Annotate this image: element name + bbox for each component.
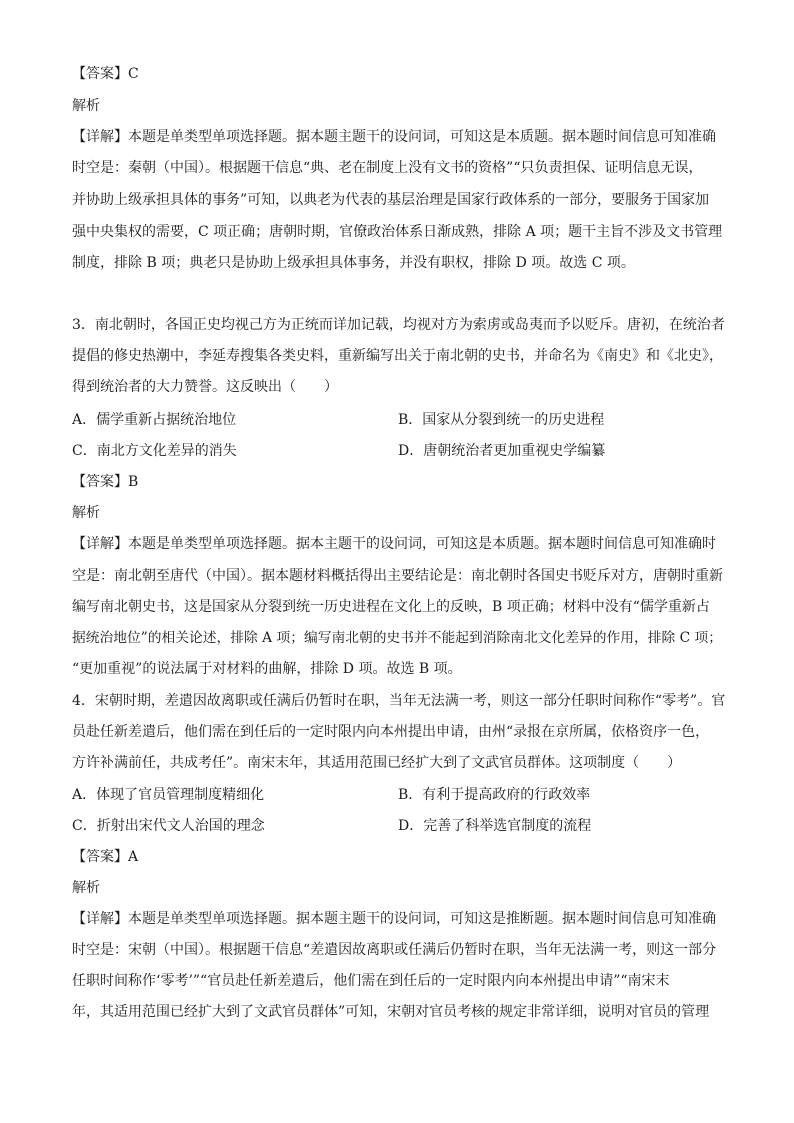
option-d: D．完善了科举选官制度的流程 [398,818,592,834]
option-a: A．儒学重新占据统治地位 [72,412,237,428]
question-stem-line: 提倡的修史热潮中，李延寿搜集各类史料，重新编写出关于南北朝的史书，并命名为《南史》和《北史》， [72,348,723,364]
question-stem-line: 员赴任新差遣后，他们需在到任后的一定时限内向本州提出申请，由州“录报在京所属，依格资序一色， [72,724,710,740]
detail-line: 【详解】本题是单类型单项选择题。据本题主题干的设问词，可知这是推断题。据本题时间信息可知准确 [72,911,716,927]
question-stem-line: 3．南北朝时，各国正史均视己方为正统而详加记载，均视对方为索虏或岛夷而予以贬斥。唐初，在统治者 [72,317,725,333]
detail-line: 时空是：宋朝（中国）。根据题干信息“差遣因故离职或任满后仍暂时在职，当年无法满一考，则这一部分 [72,942,717,958]
option-b: B．有利于提高政府的行政效率 [398,787,591,803]
option-d: D．唐朝统治者更加重视史学编纂 [398,443,606,459]
option-b: B．国家从分裂到统一的历史进程 [398,412,605,428]
option-a: A．体现了官员管理制度精细化 [72,787,265,803]
option-c: C．折射出宋代文人治国的理念 [72,818,265,834]
detail-line: “更加重视”的说法属于对材料的曲解，排除 D 项。故选 B 项。 [72,661,462,677]
analysis-heading: 解析 [72,880,100,896]
answer-line: 【答案】B [72,474,139,490]
analysis-heading: 解析 [72,505,100,521]
question-stem-line: 得到统治者的大力赞誉。这反映出（ ） [72,379,338,395]
option-c: C．南北方文化差异的消失 [72,443,237,459]
question-stem-line: 4．宋朝时期，差遣因故离职或任满后仍暂时在职，当年无法满一考，则这一部分任职时间称作“零考”。官 [72,693,726,709]
detail-line: 空是：南北朝至唐代（中国）。据本题材料概括得出主要结论是：南北朝时各国史书贬斥对方，唐朝时重新 [72,568,723,584]
detail-line: 年，其适用范围已经扩大到了文武官员群体”可知，宋朝对官员考核的规定非常详细，说明对官员的管理 [72,1004,710,1020]
question-stem-line: 方许补满前任，共成考任”。南宋末年，其适用范围已经扩大到了文武官员群体。这项制度（ ） [72,755,682,771]
detail-line: 【详解】本题是单类型单项选择题。据本主题干的设问词，可知这是本质题。据本题时间信息可知准确时 [72,536,716,552]
detail-line: 并协助上级承担具体的事务”可知，以典老为代表的基层治理是国家行政体系的一部分，要服务于国家加 [72,192,710,208]
answer-line: 【答案】A [72,849,139,865]
detail-line: 【详解】本题是单类型单项选择题。据本题主题干的设问词，可知这是本质题。据本题时间信息可知准确 [72,129,716,145]
detail-line: 强中央集权的需要，C 项正确；唐朝时期，官僚政治体系日渐成熟，排除 A 项；题干主旨不涉及文书管理 [72,224,723,240]
detail-line: 时空是：秦朝（中国）。根据题干信息“典、老在制度上没有文书的资格”“只负责担保、证明信息无误， [72,160,703,176]
detail-line: 任职时间称作‘零考’”“官员赴任新差遣后，他们需在到任后的一定时限内向本州提出申请”“南宋末 [72,973,670,989]
detail-line: 制度，排除 B 项；典老只是协助上级承担具体事务，并没有职权，排除 D 项。故选 C 项。 [72,255,635,271]
analysis-heading: 解析 [72,98,100,114]
answer-line: 【答案】C [72,66,139,82]
detail-line: 编写南北朝史书，这是国家从分裂到统一历史进程在文化上的反映，B 项正确；材料中没有“儒学重新占 [72,599,710,615]
detail-line: 据统治地位”的相关论述，排除 A 项；编写南北朝的史书并不能起到消除南北文化差异的作用，排除 C 项； [72,630,722,646]
